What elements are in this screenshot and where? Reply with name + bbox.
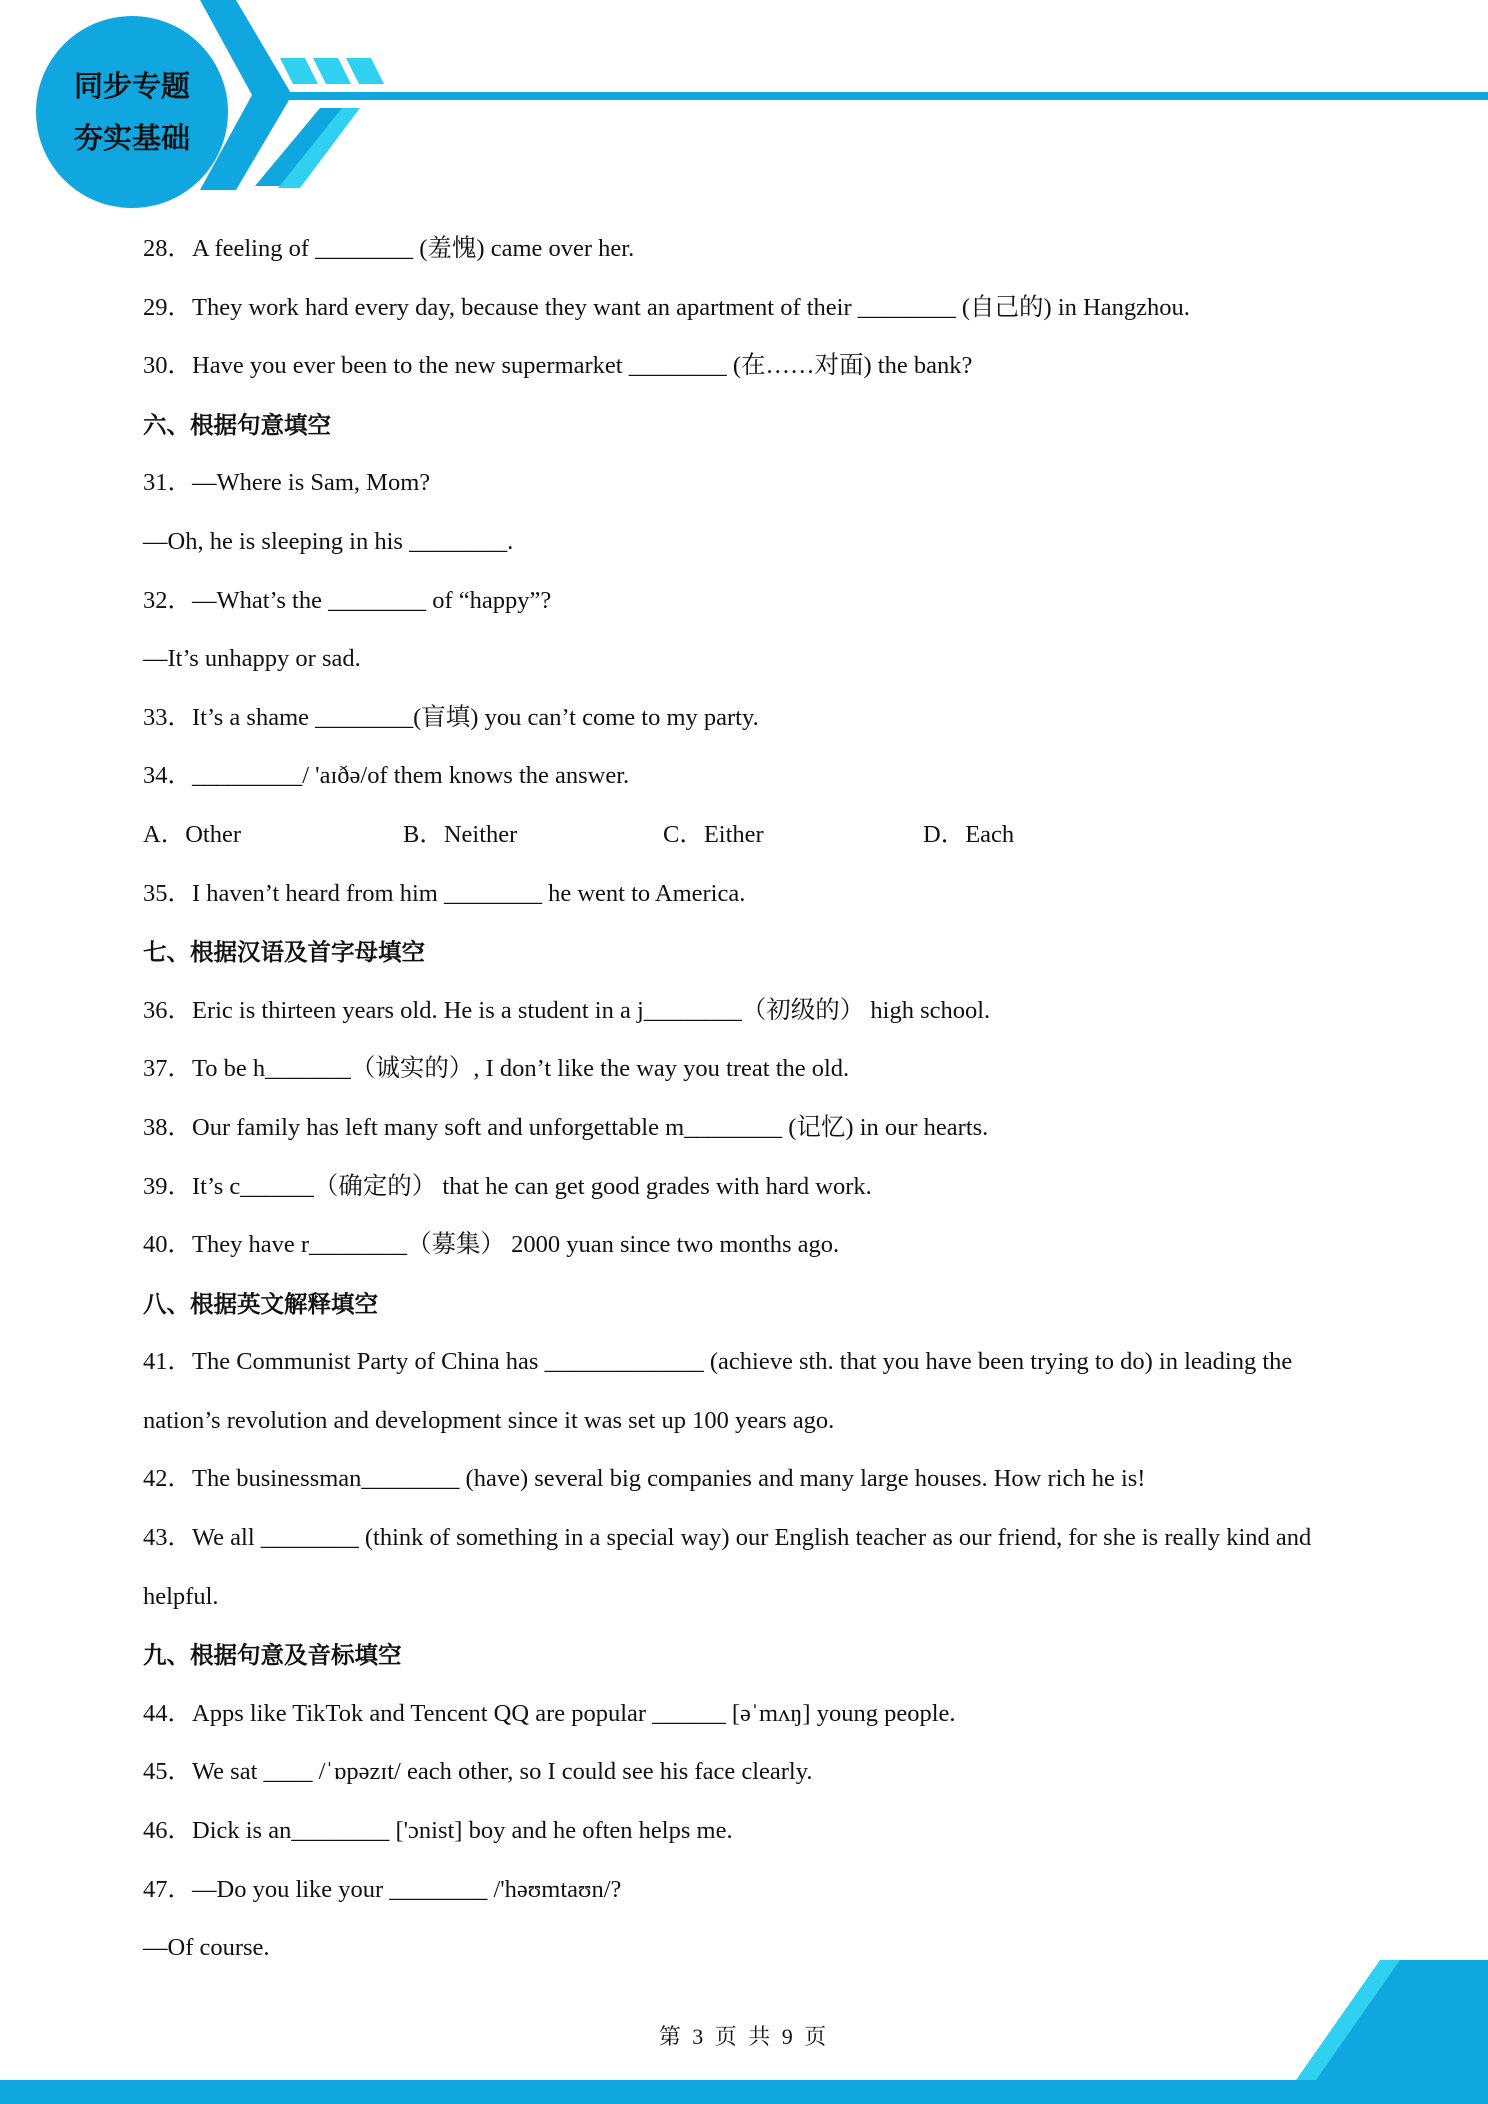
section-heading: 六、根据句意填空 bbox=[143, 410, 331, 439]
question-line: 47．—Do you like your ________ /'həʊmtaʊn/? bbox=[143, 1875, 622, 1903]
question-line: 41．The Communist Party of China has _____________ (achieve sth. that you have been trying to do) in leading the nation’s revolution and development since it was set up 100 years ago. bbox=[143, 1348, 1293, 1434]
footer-bar bbox=[0, 2080, 1488, 2104]
question-line: —It’s unhappy or sad. bbox=[143, 645, 361, 673]
badge-line1: 同步专题 bbox=[73, 69, 190, 103]
page-number: 第 3 页 共 9 页 bbox=[658, 2024, 830, 2049]
header-dash-1 bbox=[280, 58, 318, 84]
header-stripe-band bbox=[250, 92, 1488, 100]
question-line: 44．Apps like TikTok and Tencent QQ are popular ______ [əˈmʌŋ] young people. bbox=[143, 1699, 956, 1727]
question-line: 31．—Where is Sam, Mom? bbox=[143, 469, 431, 497]
answer-options bbox=[143, 806, 1363, 865]
question-line: 36．Eric is thirteen years old. He is a student in a j________（初级的） high school. bbox=[143, 996, 991, 1024]
section-heading: 八、根据英文解释填空 bbox=[143, 1289, 378, 1318]
answer-option: B．Neither bbox=[403, 820, 518, 848]
question-line: 45．We sat ____ /ˈɒpəzɪt/ each other, so I could see his face clearly. bbox=[143, 1758, 813, 1786]
question-line: 40．They have r________（募集） 2000 yuan since two months ago. bbox=[143, 1231, 840, 1259]
badge-line2: 夯实基础 bbox=[73, 121, 190, 155]
question-line: 28．A feeling of ________ (羞愧) came over her. bbox=[143, 235, 635, 262]
question-line: 39．It’s c______（确定的） that he can get good grades with hard work. bbox=[143, 1172, 872, 1200]
question-line: 46．Dick is an________ ['ɔnist] boy and he often helps me. bbox=[143, 1817, 733, 1845]
question-line: 35．I haven’t heard from him ________ he went to America. bbox=[143, 879, 746, 907]
question-line: —Of course. bbox=[143, 1934, 270, 1962]
question-line: 33．It’s a shame ________(盲填) you can’t come to my party. bbox=[143, 703, 759, 731]
section-heading: 七、根据汉语及首字母填空 bbox=[143, 938, 425, 967]
header-badge bbox=[36, 16, 228, 208]
question-line: 30．Have you ever been to the new supermarket ________ (在……对面) the bank? bbox=[143, 352, 973, 380]
question-line: 42．The businessman________ (have) several big companies and many large houses. How rich he is! bbox=[143, 1465, 1146, 1493]
question-line: 43．We all ________ (think of something in a special way) our English teacher as our friend, for she is really kind and helpful. bbox=[143, 1524, 1312, 1610]
question-line: 38．Our family has left many soft and unforgettable m________ (记忆) in our hearts. bbox=[143, 1113, 989, 1141]
answer-option: D．Each bbox=[923, 820, 1015, 848]
question-line: 37．To be h_______（诚实的）, I don’t like the way you treat the old. bbox=[143, 1055, 850, 1083]
answer-option: A．Other bbox=[143, 820, 241, 848]
header-dash-3 bbox=[346, 58, 384, 84]
question-line: —Oh, he is sleeping in his ________. bbox=[143, 527, 514, 555]
question-line: 32．—What’s the ________ of “happy”? bbox=[143, 586, 552, 614]
question-line: 34．_________/ 'aɪðə/of them knows the answer. bbox=[143, 762, 630, 790]
answer-option: C．Either bbox=[663, 820, 764, 848]
question-line: 29．They work hard every day, because they want an apartment of their ________ (自己的) in Hangzhou. bbox=[143, 293, 1190, 321]
section-heading: 九、根据句意及音标填空 bbox=[143, 1641, 402, 1670]
header-dash-2 bbox=[313, 58, 351, 84]
worksheet-content bbox=[143, 220, 1363, 1978]
